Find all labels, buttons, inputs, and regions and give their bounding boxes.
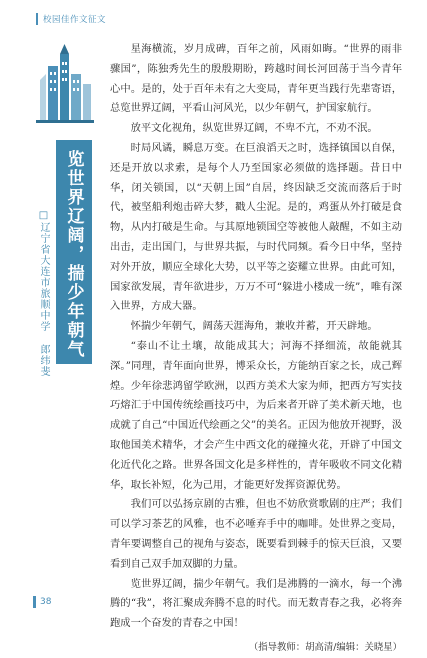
page-number: 38 [40, 597, 52, 607]
sidebar [36, 40, 96, 128]
paragraph: 放平文化视角，纵览世界辽阔，不卑不亢，不劝不泯。 [130, 122, 378, 135]
header-bar [36, 13, 38, 25]
paragraph: 览世界辽阔，揣少年朝气。我们是沸腾的一滴水，每一个沸腾的“我”，将汇聚成奔腾不息的时代。而无数青春之我，必将奔跑成一个奋发的青春之中国！ [110, 577, 402, 630]
author-byline: □辽宁省大连市旅顺中学 郎纬斐 [38, 210, 49, 377]
paragraph: “泰山不让土壤，故能成其大；河海不择细流，故能就其深。”同理，青年面向世界，博采众长，方能纳百家之长，成己辉煌。少年徐悲鸿留学欧洲，以西方美术大家为师，把西方写实技巧熔汇于中国传统绘画技巧中，为后来者开辟了美术新天地，也成就了自己“中国近代绘画之父”的美名。正因为他放开视野，汲取他国美术精华，才会产生中西文化的碰撞火花，开辟了中国文化近代化之路。世界各国文化是多样性的，青年吸收不同文化精华，取长补短，化为己用，才能更好发挥资源优势。 [110, 339, 402, 491]
article-body [110, 40, 402, 658]
footer-bar [33, 596, 36, 608]
title-band [56, 140, 92, 364]
paragraph: 我们可以弘扬京剧的古雅，但也不妨欣赏歌剧的庄严；我们可以学习茶艺的风雅，也不必唾弃手中的咖啡。处世界之变局，青年要调整自己的视角与姿态，既要看到棘手的惊天巨浪，又要看到自己双手加双脚的力量。 [110, 498, 402, 570]
paragraph: 时局风谲，瞬息万变。在巨浪滔天之时，选择镇国以自保，还是开放以求索，是每个人乃至国家必须做的选择题。昔日中华，闭关锁国，以“天朝上国”自居，终因缺乏交流而落后于时代，被坚船利炮击碎大梦，戳人尘泥。是的，鸡蛋从外打破是食物，从内打破是生命。与其原地锁国空等被他人敲醒，不如主动出击，走出国门，与世界共振，与时代同频。看今日中华，坚持对外开放，顺应全球化大势，以平等之姿耀立世界。由此可知，国家欲发展，青年欲进步，万万不可“躲进小楼成一统”，唯有深入世界，方成大器。 [110, 141, 402, 313]
page-footer [33, 596, 51, 608]
paragraph: 怀揣少年朝气，阔荡天涯海角，兼收并蓄，开天辟地。 [130, 320, 378, 333]
paragraph: 星海横流，岁月成碑，百年之前，风雨如晦。“世界的雨非骤国”，陈独秀先生的殷殷期盼，跨越时间长河回荡于当今青年心中。是的，处于百年未有之大变局，青年更当践行先辈寄语，总览世界辽阔，平看山河风光，以少年朝气，护国家航行。 [110, 43, 402, 115]
article-title: 览世界辽阔，揣少年朝气 [63, 150, 84, 359]
editor-credit: （指导教师：胡高清/编辑：关晓星） [248, 641, 402, 653]
section-title: 校园佳作文征文 [43, 15, 107, 25]
section-header [36, 13, 106, 25]
campus-building-icon [36, 40, 94, 124]
